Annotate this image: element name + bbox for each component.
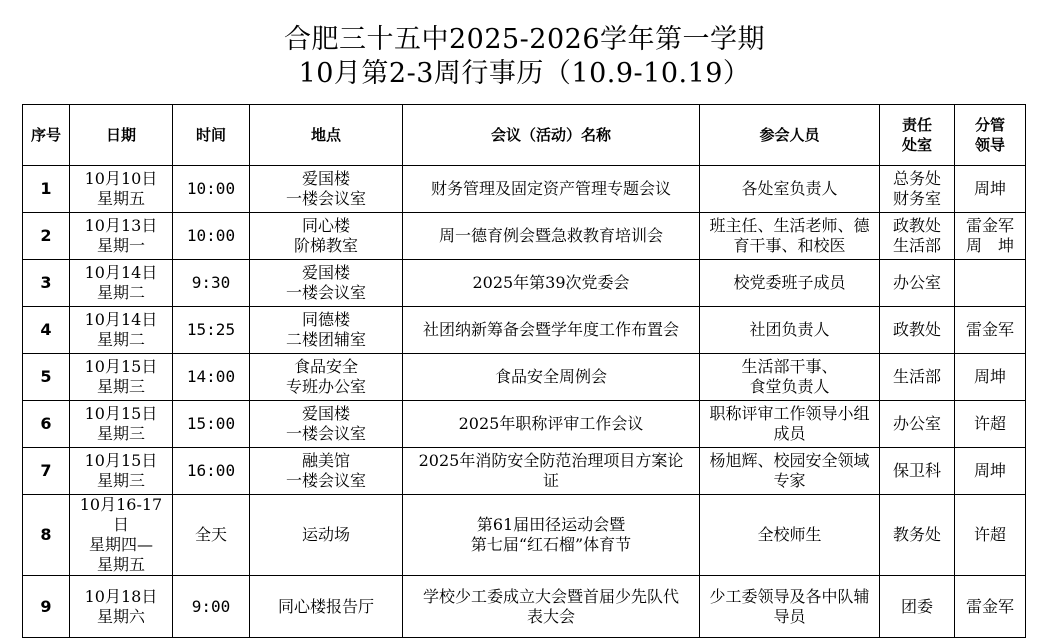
cell-attendees: 生活部干事、 食堂负责人	[700, 354, 880, 401]
cell-no: 1	[23, 166, 70, 213]
header-dept: 责任 处室	[880, 105, 955, 166]
table-row	[23, 166, 1026, 213]
cell-meeting: 学校少工委成立大会暨首届少先队代 表大会	[403, 576, 700, 638]
cell-leader: 许超	[955, 495, 1026, 576]
cell-place: 同心楼报告厅	[250, 576, 403, 638]
cell-no: 7	[23, 448, 70, 495]
cell-date: 10月15日 星期三	[70, 401, 173, 448]
cell-meeting: 2025年职称评审工作会议	[403, 401, 700, 448]
cell-place: 运动场	[250, 495, 403, 576]
header-meeting: 会议（活动）名称	[403, 105, 700, 166]
cell-leader: 许超	[955, 401, 1026, 448]
cell-no: 9	[23, 576, 70, 638]
header-leader: 分管 领导	[955, 105, 1026, 166]
header-no: 序号	[23, 105, 70, 166]
header-place: 地点	[250, 105, 403, 166]
cell-dept: 团委	[880, 576, 955, 638]
cell-meeting: 财务管理及固定资产管理专题会议	[403, 166, 700, 213]
cell-time: 14:00	[173, 354, 250, 401]
cell-no: 5	[23, 354, 70, 401]
cell-date: 10月15日 星期三	[70, 448, 173, 495]
table-row	[23, 213, 1026, 260]
cell-place: 同心楼 阶梯教室	[250, 213, 403, 260]
cell-leader: 雷金军	[955, 307, 1026, 354]
cell-meeting: 2025年消防安全防范治理项目方案论 证	[403, 448, 700, 495]
header-date: 日期	[70, 105, 173, 166]
cell-time: 10:00	[173, 166, 250, 213]
cell-meeting: 2025年第39次党委会	[403, 260, 700, 307]
cell-dept: 政教处	[880, 307, 955, 354]
cell-attendees: 少工委领导及各中队辅 导员	[700, 576, 880, 638]
cell-place: 爱国楼 一楼会议室	[250, 166, 403, 213]
cell-date: 10月16-17日 星期四— 星期五	[70, 495, 173, 576]
cell-time: 全天	[173, 495, 250, 576]
page-title-line1: 合肥三十五中2025-2026学年第一学期	[283, 24, 766, 55]
header-attendees: 参会人员	[700, 105, 880, 166]
cell-time: 15:25	[173, 307, 250, 354]
cell-attendees: 各处室负责人	[700, 166, 880, 213]
cell-dept: 总务处 财务室	[880, 166, 955, 213]
cell-leader: 雷金军	[955, 576, 1026, 638]
cell-place: 爱国楼 一楼会议室	[250, 260, 403, 307]
cell-date: 10月14日 星期二	[70, 307, 173, 354]
cell-dept: 办公室	[880, 260, 955, 307]
cell-no: 4	[23, 307, 70, 354]
cell-time: 9:30	[173, 260, 250, 307]
cell-date: 10月14日 星期二	[70, 260, 173, 307]
cell-attendees: 校党委班子成员	[700, 260, 880, 307]
cell-meeting: 社团纳新筹备会暨学年度工作布置会	[403, 307, 700, 354]
cell-date: 10月15日 星期三	[70, 354, 173, 401]
cell-place: 同德楼 二楼团辅室	[250, 307, 403, 354]
cell-dept: 保卫科	[880, 448, 955, 495]
cell-attendees: 全校师生	[700, 495, 880, 576]
cell-dept: 教务处	[880, 495, 955, 576]
cell-no: 8	[23, 495, 70, 576]
cell-date: 10月13日 星期一	[70, 213, 173, 260]
cell-leader	[955, 260, 1026, 307]
cell-date: 10月18日 星期六	[70, 576, 173, 638]
cell-place: 爱国楼 一楼会议室	[250, 401, 403, 448]
cell-no: 3	[23, 260, 70, 307]
table-row	[23, 260, 1026, 307]
table-row	[23, 401, 1026, 448]
cell-meeting: 第61届田径运动会暨 第七届“红石榴”体育节	[403, 495, 700, 576]
table-header-row	[23, 105, 1026, 166]
cell-place: 融美馆 一楼会议室	[250, 448, 403, 495]
cell-attendees: 职称评审工作领导小组 成员	[700, 401, 880, 448]
cell-place: 食品安全 专班办公室	[250, 354, 403, 401]
cell-date: 10月10日 星期五	[70, 166, 173, 213]
table-row	[23, 307, 1026, 354]
cell-time: 15:00	[173, 401, 250, 448]
cell-time: 9:00	[173, 576, 250, 638]
cell-time: 16:00	[173, 448, 250, 495]
table-row	[23, 354, 1026, 401]
cell-leader: 周坤	[955, 354, 1026, 401]
cell-attendees: 杨旭辉、校园安全领域 专家	[700, 448, 880, 495]
table-row	[23, 576, 1026, 638]
cell-meeting: 食品安全周例会	[403, 354, 700, 401]
schedule-table	[22, 104, 1026, 638]
cell-leader: 雷金军 周 坤	[955, 213, 1026, 260]
cell-attendees: 班主任、生活老师、德 育干事、和校医	[700, 213, 880, 260]
cell-attendees: 社团负责人	[700, 307, 880, 354]
cell-leader: 周坤	[955, 166, 1026, 213]
table-row	[23, 495, 1026, 576]
cell-dept: 生活部	[880, 354, 955, 401]
cell-meeting: 周一德育例会暨急救教育培训会	[403, 213, 700, 260]
cell-dept: 办公室	[880, 401, 955, 448]
cell-time: 10:00	[173, 213, 250, 260]
cell-dept: 政教处 生活部	[880, 213, 955, 260]
cell-leader: 周坤	[955, 448, 1026, 495]
table-row	[23, 448, 1026, 495]
header-time: 时间	[173, 105, 250, 166]
cell-no: 6	[23, 401, 70, 448]
page-title-line2: 10月第2-3周行事历（10.9-10.19）	[298, 58, 751, 89]
cell-no: 2	[23, 213, 70, 260]
